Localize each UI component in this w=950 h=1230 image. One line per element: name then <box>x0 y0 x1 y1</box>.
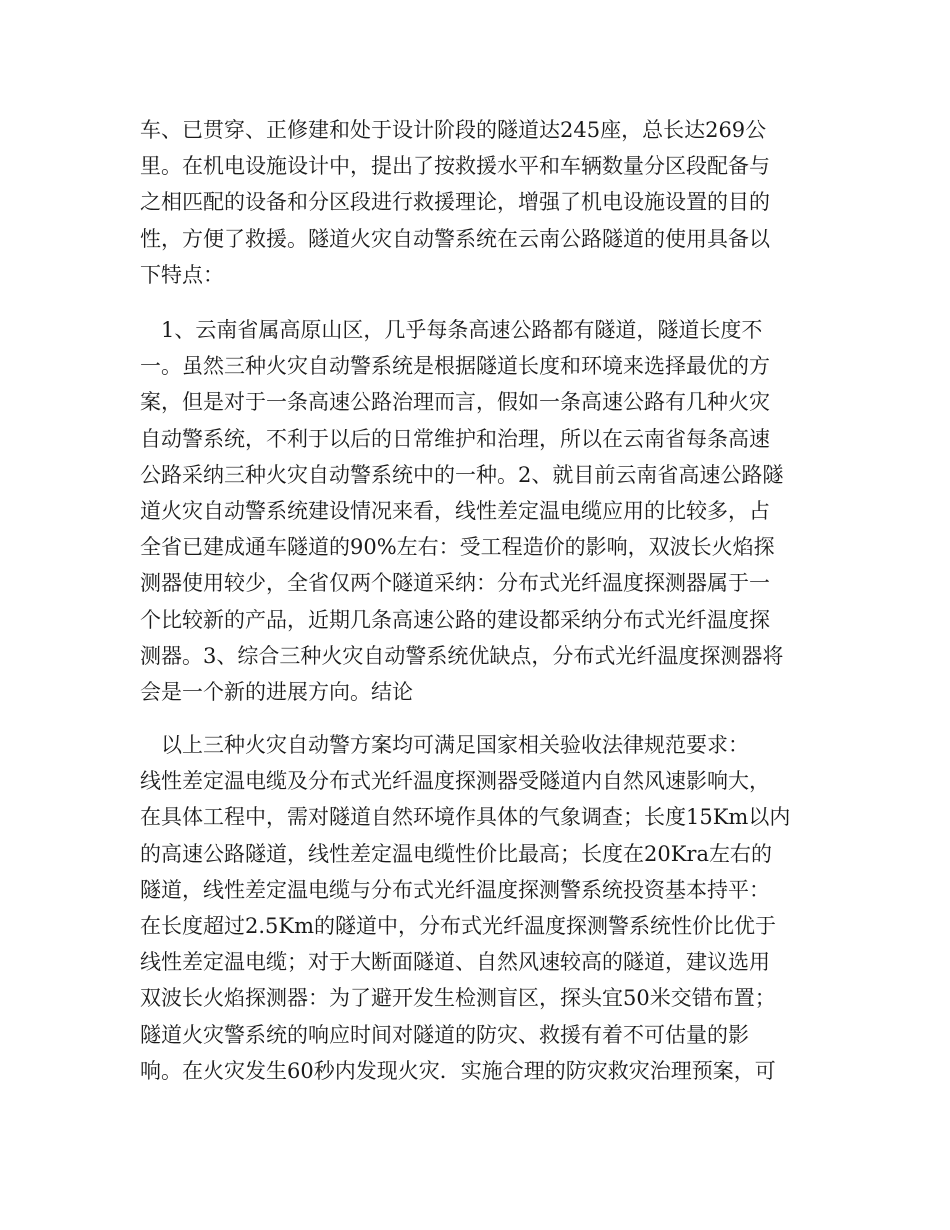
text-line: 性，方便了救援。隧道火灾自动警系统在云南公路隧道的使用具备以 <box>140 226 770 251</box>
text-line: 会是一个新的进展方向。结论 <box>140 680 413 705</box>
text-line: 道火灾自动警系统建设情况来看，线性差定温电缆应用的比较多，占 <box>140 499 770 524</box>
text-line: 隧道，线性差定温电缆与分布式光纤温度探测警系统投资基本持平： <box>140 877 770 902</box>
text-line: 之相匹配的设备和分区段进行救援理论，增强了机电设施设置的目的 <box>140 190 770 215</box>
text-line: 下特点： <box>140 262 224 287</box>
text-line: 测器使用较少，全省仅两个隧道采纳：分布式光纤温度探测器属于一 <box>140 571 770 596</box>
text-line: 响。在火灾发生60秒内发现火灾．实施合理的防灾救灾治理预案，可 <box>140 1058 776 1083</box>
text-line: 车、已贯穿、正修建和处于设计阶段的隧道达245座，总长达269公 <box>140 118 767 142</box>
paragraph-tunnel-overview <box>140 112 830 293</box>
text-line: 测器。3、综合三种火灾自动警系统优缺点，分布式光纤温度探测器将 <box>140 643 784 668</box>
text-line: 双波长火焰探测器：为了避开发生检测盲区，探头宜50米交错布置； <box>140 986 776 1011</box>
text-line: 自动警系统，不利于以后的日常维护和治理，所以在云南省每条高速 <box>140 426 770 451</box>
text-line: 的高速公路隧道，线性差定温电缆性价比最高；长度在20Kra左右的 <box>140 841 772 866</box>
text-line: 线性差定温电缆；对于大断面隧道、自然风速较高的隧道，建议选用 <box>140 950 770 975</box>
text-line: 个比较新的产品，近期几条高速公路的建设都采纳分布式光纤温度探 <box>140 607 770 632</box>
text-line: 隧道火灾警系统的响应时间对隧道的防灾、救援有着不可估量的影 <box>140 1022 749 1047</box>
text-line: 线性差定温电缆及分布式光纤温度探测器受隧道内自然风速影响大， <box>140 769 770 794</box>
text-line: 案，但是对于一条高速公路治理而言，假如一条高速公路有几种火灾 <box>140 390 770 415</box>
text-line: 里。在机电设施设计中，提出了按救援水平和车辆数量分区段配备与 <box>140 154 770 179</box>
paragraph-features <box>140 312 830 710</box>
text-line: 一。虽然三种火灾自动警系统是根据隧道长度和环境来选择最优的方 <box>140 354 770 379</box>
text-line: 全省已建成通车隧道的90%左右：受工程造价的影响，双波长火焰探 <box>140 535 775 560</box>
text-line: 以上三种火灾自动警方案均可满足国家相关验收法律规范要求： <box>140 733 749 757</box>
text-line: 1、云南省属高原山区，几乎每条高速公路都有隧道，隧道长度不 <box>140 318 763 342</box>
text-line: 在长度超过2.5Km的隧道中，分布式光纤温度探测警系统性价比优于 <box>140 914 776 939</box>
text-line: 在具体工程中，需对隧道自然环境作具体的气象调查；长度15Km以内 <box>140 805 791 830</box>
text-line: 公路采纳三种火灾自动警系统中的一种。2、就目前云南省高速公路隧 <box>140 462 784 487</box>
paragraph-conclusion <box>140 727 830 1089</box>
